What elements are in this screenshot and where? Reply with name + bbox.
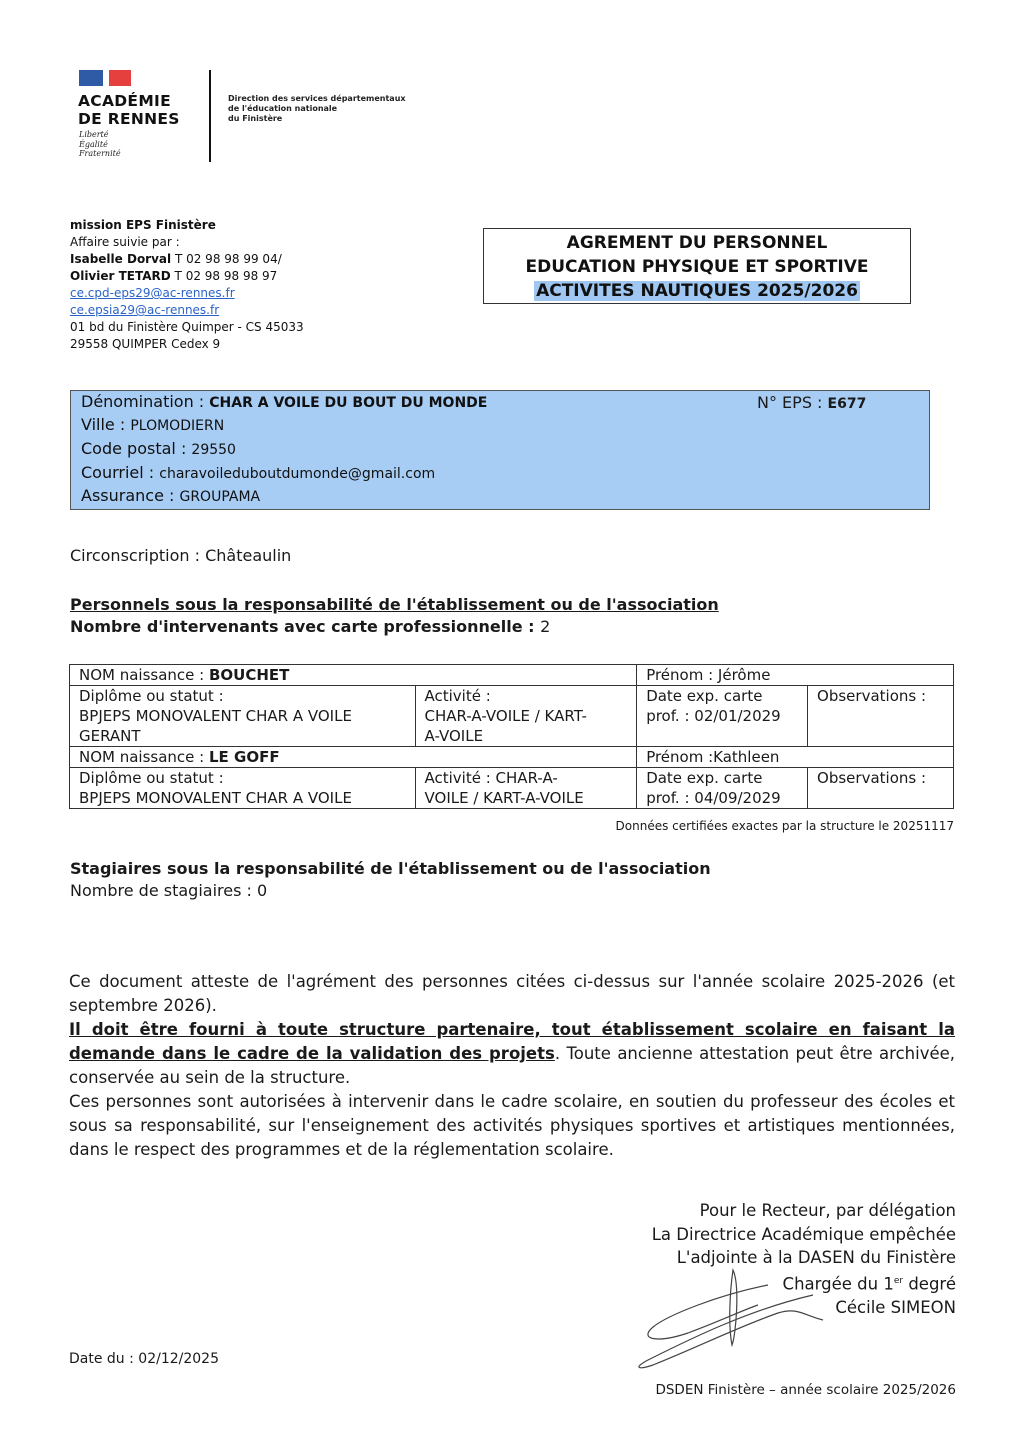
signature-line-4-sup: er [893,1275,904,1286]
eps-number-value: E677 [827,396,867,412]
person2-phone: T 02 98 98 98 97 [170,269,278,283]
courriel-value: charavoileduboutdumonde@gmail.com [159,466,436,482]
nom-value: LE GOFF [209,748,280,766]
logo-divider [209,70,211,162]
date-exp-label: Date exp. carte [646,687,763,705]
activite-value-2: A-VOILE [424,727,484,745]
date-exp-value: prof. : 02/01/2029 [646,707,781,725]
mission-name: mission EPS Finistère [70,218,216,232]
signature-line-3: L'adjointe à la DASEN du Finistère [676,1248,956,1267]
person2-name: Olivier TETARD [70,269,171,283]
footer-text: DSDEN Finistère – année scolaire 2025/2026 [655,1382,956,1398]
diplome-label: Diplôme ou statut : [79,769,224,787]
assurance-label: Assurance : [81,486,180,505]
marianne-flag-logo [79,70,131,86]
signature-line-4-text: Chargée du 1 [782,1274,894,1293]
nom-label: NOM naissance : [79,748,209,766]
date-exp-cell [637,768,808,809]
direction-name [228,94,406,124]
observations-cell: Observations : [808,768,954,809]
prenom-cell: Prénom :Kathleen [637,747,954,768]
attestation-requirement: Il doit être fourni à toute structure partenaire, tout établissement scolaire en faisant la demande dans le cadre de la validation des projets [69,1020,955,1063]
followed-by-label: Affaire suivie par : [70,235,180,249]
nom-cell [70,665,637,686]
personnels-heading: Personnels sous la responsabilité de l'établissement ou de l'association [70,595,719,614]
nom-value: BOUCHET [209,666,290,684]
nom-label: NOM naissance : [79,666,209,684]
structure-info-panel [70,390,930,510]
personnels-count-row [70,616,719,638]
date-exp-value: prof. : 04/09/2029 [646,789,781,807]
personnels-section [70,594,719,638]
ville-value: PLOMODIERN [130,418,225,434]
personnels-count-value: 2 [540,617,551,636]
diplome-cell [70,686,416,747]
activite-cell [415,768,637,809]
statut-value: GERANT [79,727,141,745]
staff-detail-row [70,686,954,747]
staff-name-row [70,747,954,768]
document-title-box [483,228,911,304]
attestation-text [69,970,955,1162]
title-line-3-highlighted: ACTIVITES NAUTIQUES 2025/2026 [536,281,858,301]
address-line-1: 01 bd du Finistère Quimper - CS 45033 [70,320,304,334]
staff-detail-row [70,768,954,809]
academy-line-1: ACADÉMIE [78,92,172,110]
person1-phone: T 02 98 98 99 04/ [171,252,282,266]
document-date: Date du : 02/12/2025 [69,1351,219,1367]
stagiaires-count: Nombre de stagiaires : 0 [70,881,268,900]
date-exp-label: Date exp. carte [646,769,763,787]
diplome-label: Diplôme ou statut : [79,687,224,705]
contact-block [70,217,304,353]
motto-liberte: Liberté [79,130,109,139]
denomination-label: Dénomination : [81,392,210,411]
title-line-1: AGREMENT DU PERSONNEL [566,233,828,253]
stagiaires-heading: Stagiaires sous la responsabilité de l'établissement ou de l'association [70,859,711,878]
direction-line-2: de l'éducation nationale [228,104,338,113]
academy-line-2: DE RENNES [78,110,180,128]
activite-value-1: Activité : CHAR-A- [424,769,558,787]
courriel-row [81,463,435,484]
code-postal-value: 29550 [191,442,236,458]
code-postal-row [81,439,236,460]
motto-fraternite: Fraternité [79,149,121,158]
denomination-row [81,392,487,413]
person1-name: Isabelle Dorval [70,252,172,266]
personnels-count-label: Nombre d'intervenants avec carte professionnelle : [70,617,541,636]
title-line-2: EDUCATION PHYSIQUE ET SPORTIVE [525,257,869,277]
address-line-2: 29558 QUIMPER Cedex 9 [70,337,221,351]
courriel-label: Courriel : [81,463,160,482]
contact-person-2 [70,268,304,285]
stagiaires-section [70,858,711,902]
attestation-paragraph-3: Ces personnes sont autorisées à intervenir dans le cadre scolaire, en soutien du professeur des écoles et sous sa responsabilité, sur l'enseignement des activités physiques sportives et artistiques mentionnées, dans le respect des programmes et de la réglementation scolaire. [69,1092,955,1159]
attestation-archive-note: . Toute ancienne attestation peut être archivée, conservée au sein de la structure. [69,1044,956,1087]
signatory-name: Cécile SIMEON [835,1297,956,1317]
signature-line-1: Pour le Recteur, par délégation [699,1201,956,1220]
ville-label: Ville : [81,415,131,434]
certification-note: Données certifiées exactes par la structure le 20251117 [615,819,954,833]
eps-number-row [757,393,866,414]
attestation-paragraph-1: Ce document atteste de l'agrément des personnes citées ci-dessus sur l'année scolaire 2025-2026 (et septembre 2026). [69,972,955,1015]
assurance-value: GROUPAMA [179,489,261,505]
assurance-row [81,486,260,507]
email-link-epsia[interactable]: ce.epsia29@ac-rennes.fr [70,303,220,317]
staff-name-row [70,665,954,686]
eps-label: N° EPS : [757,393,828,412]
direction-line-1: Direction des services départementaux [228,94,406,103]
email-link-cpd[interactable]: ce.cpd-eps29@ac-rennes.fr [70,286,235,300]
diplome-cell [70,768,416,809]
motto-egalite: Égalité [79,139,108,149]
signature-line-2: La Directrice Académique empêchée [651,1224,956,1244]
attestation-paragraph-2 [69,1018,955,1090]
activite-label: Activité : [424,687,491,705]
prenom-cell: Prénom : Jérôme [637,665,954,686]
signature-line-4-degree: degré [903,1274,956,1293]
date-exp-cell [637,686,808,747]
handwritten-signature [628,1265,828,1375]
circonscription: Circonscription : Châteaulin [70,546,292,565]
denomination-value: CHAR A VOILE DU BOUT DU MONDE [209,395,488,411]
diplome-value: BPJEPS MONOVALENT CHAR A VOILE [79,707,352,725]
staff-table [69,664,954,809]
nom-cell [70,747,637,768]
code-postal-label: Code postal : [81,439,192,458]
activite-value-2: VOILE / KART-A-VOILE [424,789,584,807]
activite-cell [415,686,637,747]
academy-name [78,92,180,128]
ville-row [81,415,224,436]
motto [79,130,121,159]
diplome-value: BPJEPS MONOVALENT CHAR A VOILE [79,789,352,807]
observations-cell: Observations : [808,686,954,747]
activite-value-1: CHAR-A-VOILE / KART- [424,707,587,725]
contact-person-1 [70,251,304,268]
direction-line-3: du Finistère [228,114,283,123]
